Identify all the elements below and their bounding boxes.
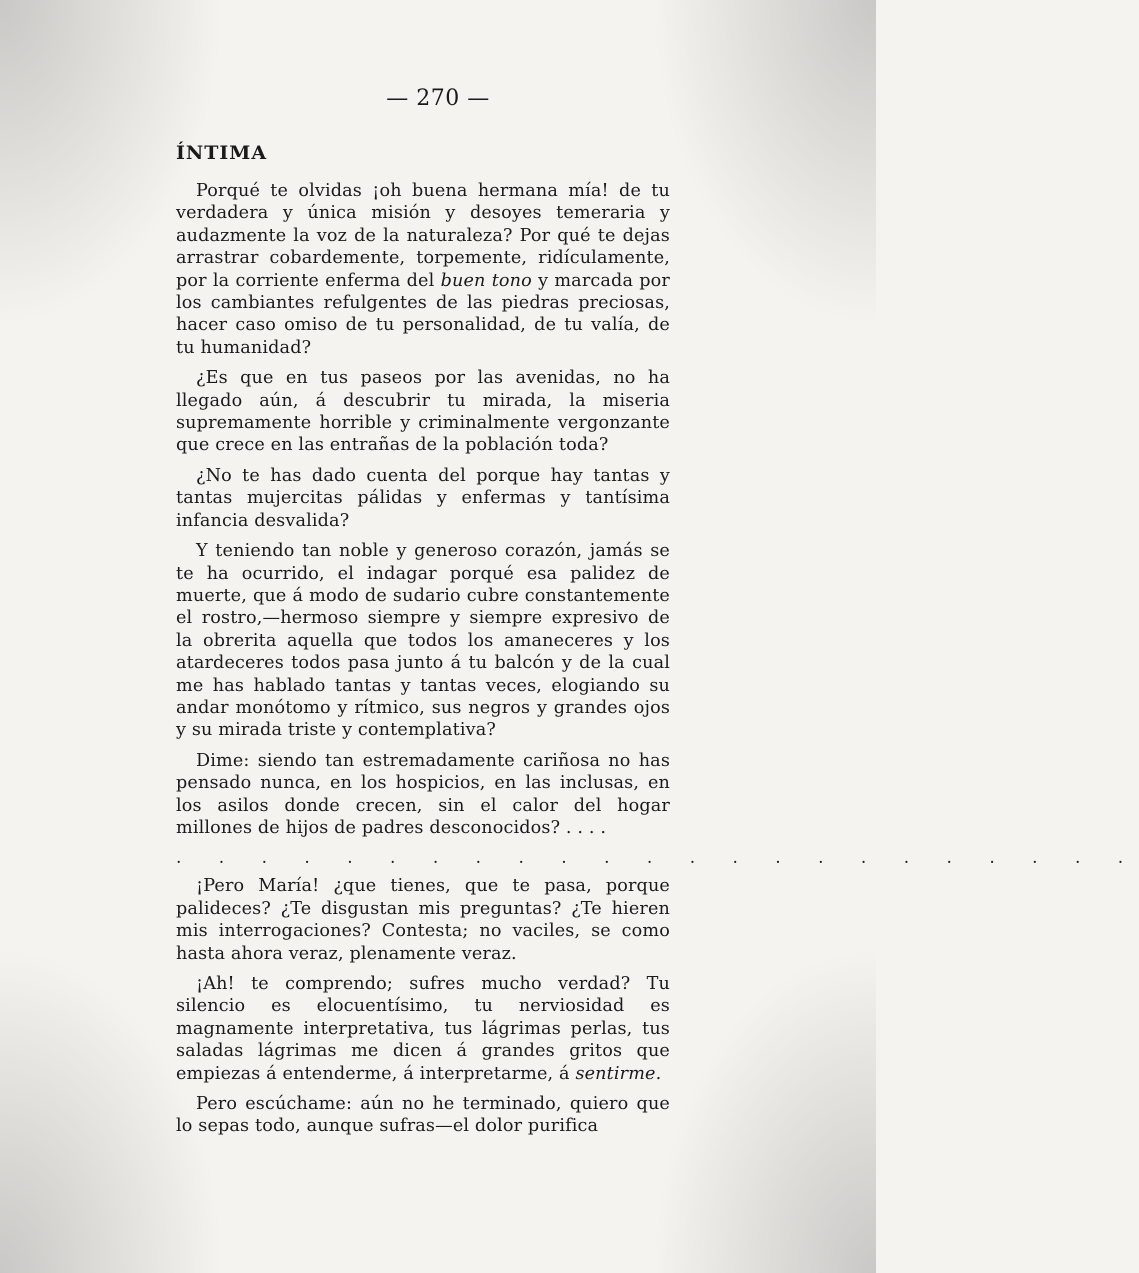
paragraph — [176, 875, 670, 965]
text-run: Pero escúchame: aún no he terminado, quiero que lo sepas todo, aunque sufras—el dolor purifica — [176, 1094, 670, 1137]
text-run: Y teniendo tan noble y generoso corazón, jamás se te ha ocurrido, el indagar porqué esa palidez de muerte, que á modo de sudario cubre constantemente el rostro,—hermoso siempre y siempre expresivo de la obrerita aquella que todos los amaneceres y los atardeceres todos pasa junto á tu balcón y de la cual me has hablado tantas y tantas veces, elogiando su andar monótomo y rítmico, sus negros y grandes ojos y su mirada triste y contemplativa? — [176, 541, 670, 741]
text-run: y marcada por los cambiantes refulgentes de las piedras preciosas, hacer caso omiso de tu personalidad, de tu valía, de tu humanidad? — [176, 270, 670, 358]
page-number: — 270 — — [386, 86, 490, 111]
page-content — [176, 140, 1139, 1146]
paragraph — [176, 465, 670, 532]
paragraph — [176, 973, 670, 1085]
italic-run: sentirme. — [575, 1063, 662, 1084]
text-block-after — [176, 875, 670, 1137]
text-run: ¡Pero María! ¿que tienes, que te pasa, porque palideces? ¿Te disgustan mis preguntas? ¿Te hieren mis interrogaciones? Contesta; no vaciles, se como hasta ahora veraz, plenamente veraz. — [176, 876, 670, 964]
text-run: Porqué te olvidas ¡oh buena hermana mía! de tu verdadera y única misión y desoyes temeraria y audazmente la voz de la naturaleza? Por qué te dejas arrastrar cobardemente, torpemente, ridículamente, por la corriente enferma del — [176, 181, 670, 291]
paragraph — [176, 367, 670, 457]
text-run: ¿Es que en tus paseos por las avenidas, no ha llegado aún, á descubrir tu mirada, la miseria supremamente horrible y criminalmente vergonzante que crece en las entrañas de la población toda? — [176, 368, 670, 456]
section-heading: ÍNTIMA — [176, 142, 268, 164]
text-run: Dime: siendo tan estremadamente cariñosa no has pensado nunca, en los hospicios, en las inclusas, en los asilos donde crecen, sin el calor del hogar millones de hijos de padres desconocidos? . . . . — [176, 750, 670, 838]
paragraph — [176, 180, 670, 359]
text-run: ¿No te has dado cuenta del porque hay tantas y tantas mujercitas pálidas y enfermas y tantísima infancia desvalida? — [176, 465, 670, 531]
text-run: ¡Ah! te comprendo; sufres mucho verdad? Tu silencio es elocuentísimo, tu nerviosidad es magnamente interpretativa, tus lágrimas perlas, tus saladas lágrimas me dicen á grandes gritos que empiezas á entenderme, á interpretarme, á — [176, 974, 670, 1084]
dotted-separator: . . . . . . . . . . . . . . . . . . . . . . . — [176, 848, 1139, 869]
paragraph — [176, 1093, 670, 1138]
italic-run: buen tono — [440, 270, 532, 291]
paragraph — [176, 750, 670, 840]
text-block-before — [176, 180, 670, 839]
paragraph — [176, 540, 670, 742]
